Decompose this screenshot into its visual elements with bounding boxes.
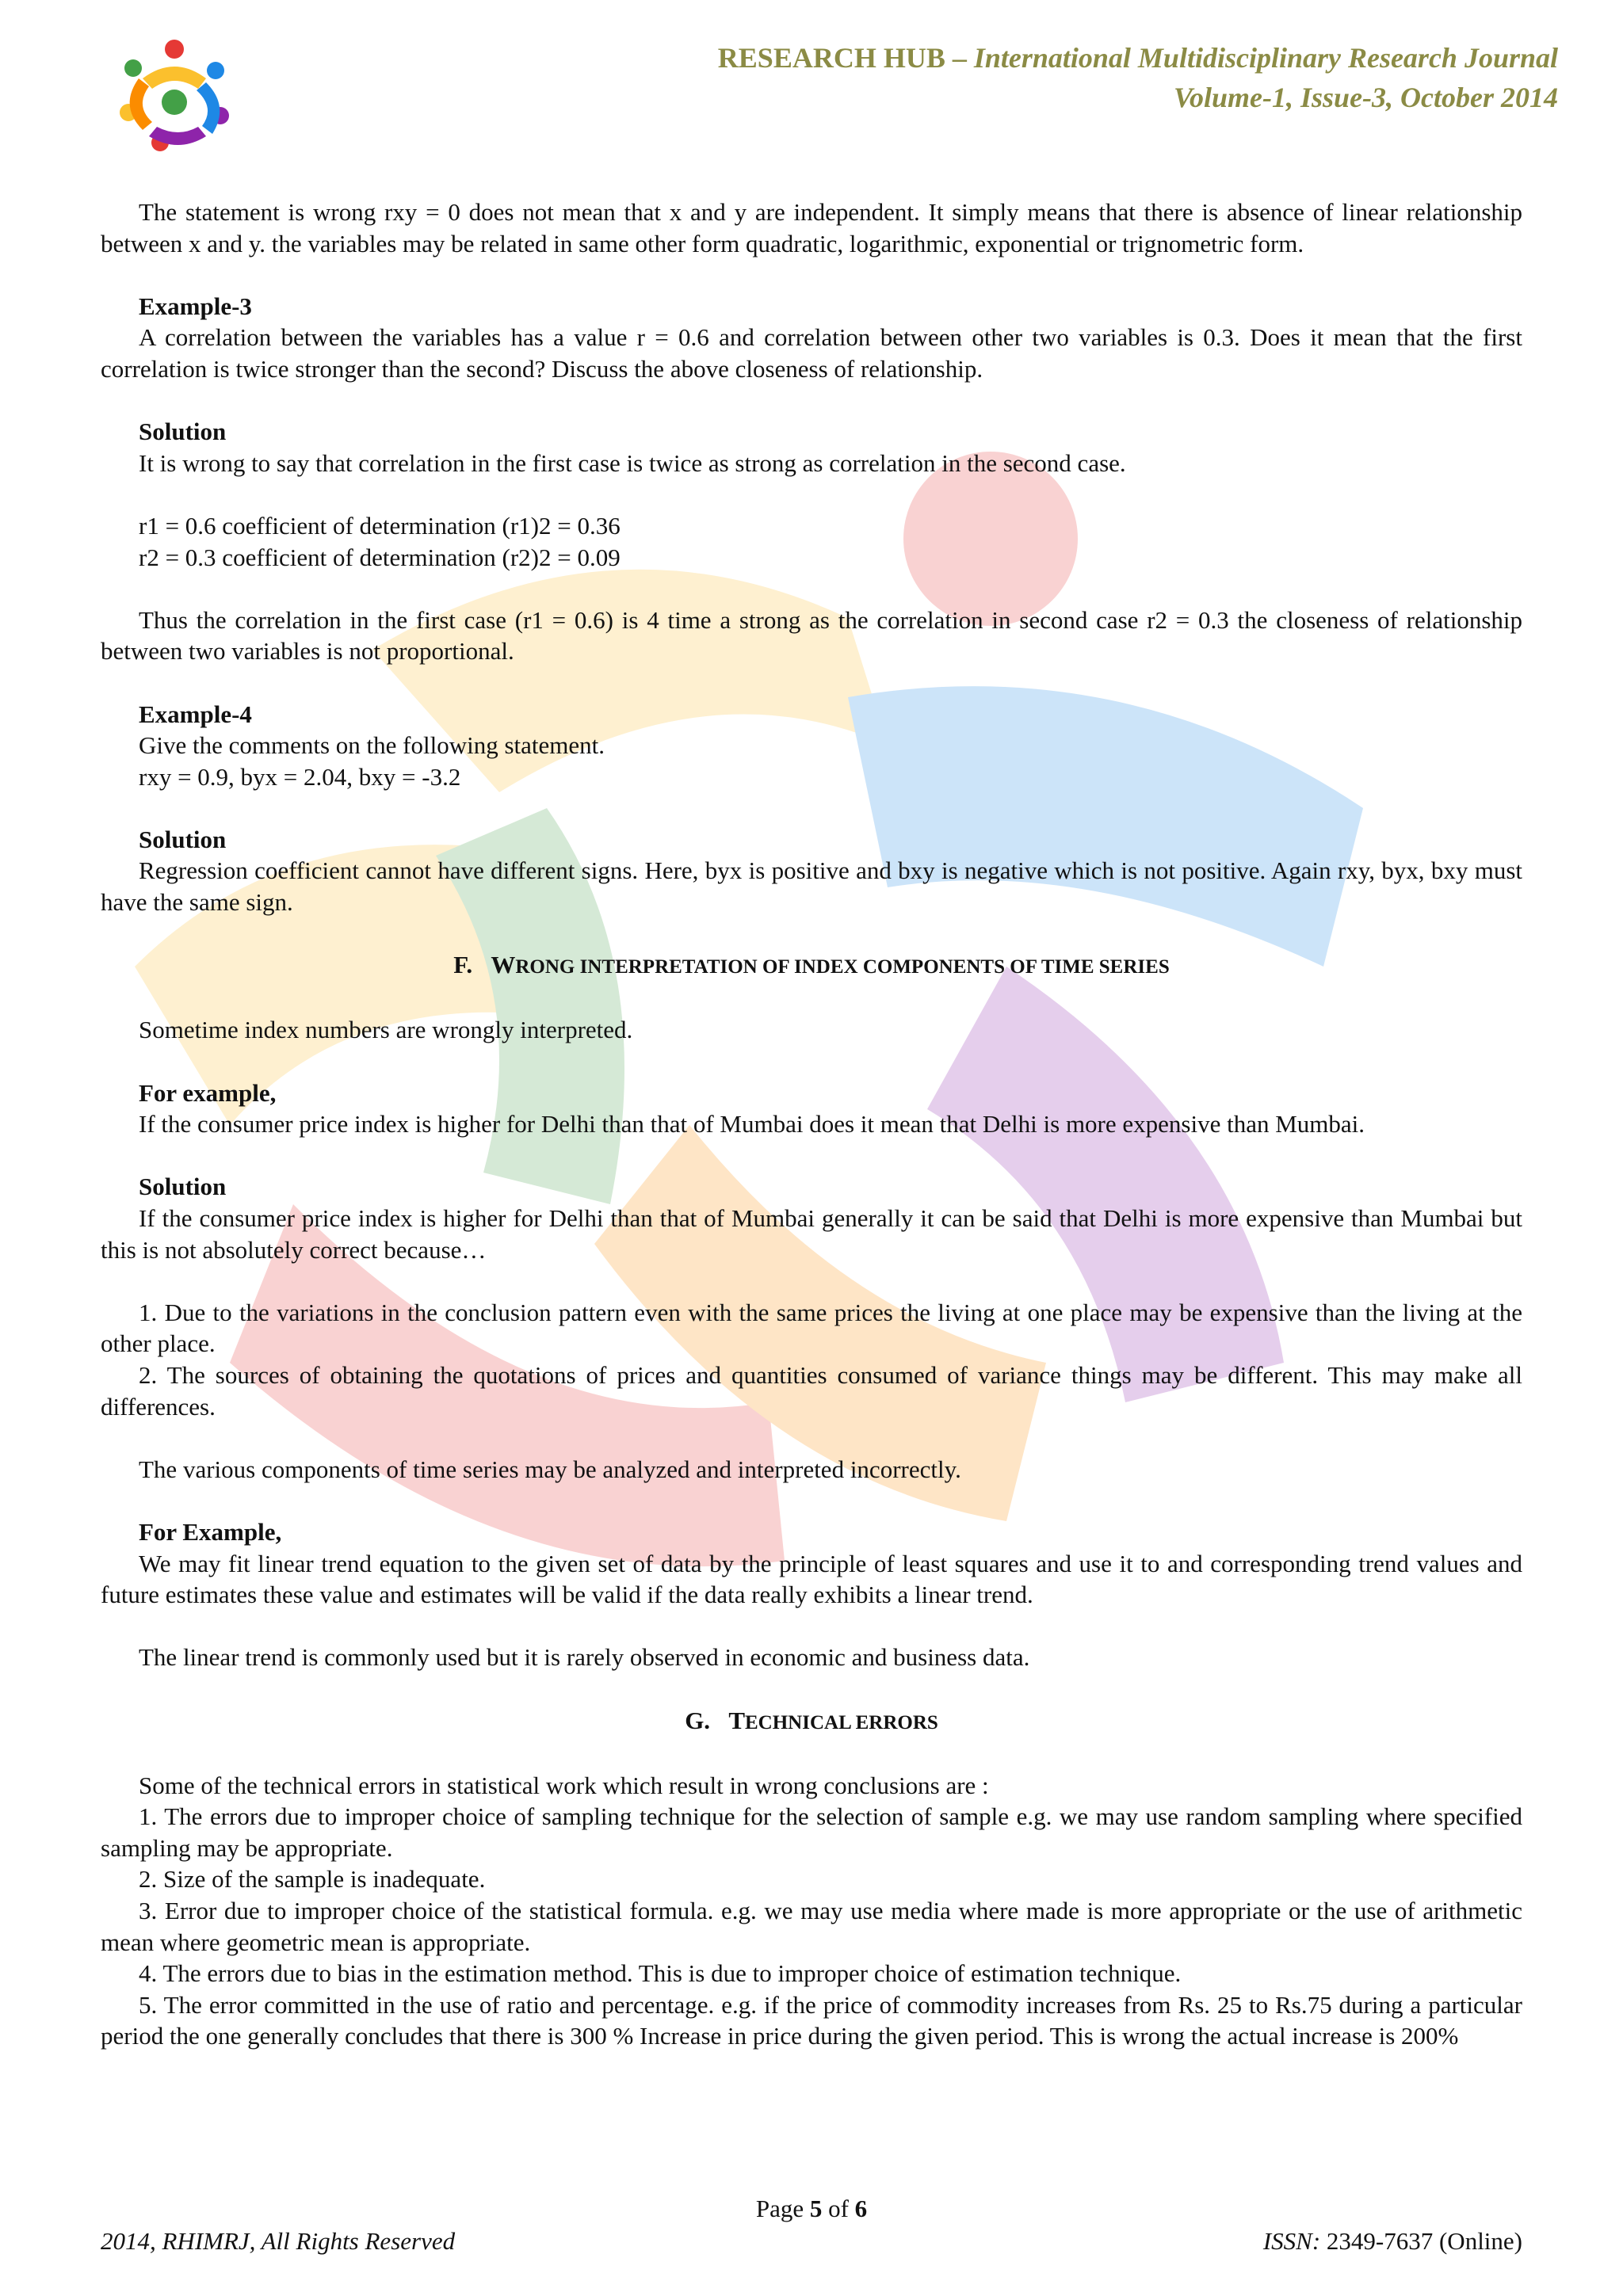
paragraph: A correlation between the variables has a value r = 0.6 and correlation between other two variables is 0.3. Does it mean that the first correlation is twice stronger than the second? Discuss the above closeness of relationship. xyxy=(101,323,1522,383)
formula-line: r1 = 0.6 coefficient of determination (r1)2 = 0.36 xyxy=(139,511,621,540)
paragraph: Some of the technical errors in statistical work which result in wrong conclusions are : xyxy=(139,1771,989,1799)
formula-line: rxy = 0.9, byx = 2.04, bxy = -3.2 xyxy=(139,762,461,791)
example-4-heading: Example-4 xyxy=(139,700,252,728)
solution-heading: Solution xyxy=(139,825,227,853)
list-item: 4. The errors due to bias in the estimation method. This is due to improper choice of estimation technique. xyxy=(139,1959,1182,1988)
paragraph: Thus the correlation in the first case (r1 = 0.6) is 4 time a strong as the correlation in second case r2 = 0.3 the closeness of relationship between two variables is not proportional. xyxy=(101,605,1522,666)
paragraph: The various components of time series may be analyzed and interpreted incorrectly. xyxy=(139,1455,961,1483)
example-3-heading: Example-3 xyxy=(139,292,252,320)
list-item: 1. The errors due to improper choice of sampling technique for the selection of sample e.g. we may use random sampling where specified sampling may be appropriate. xyxy=(101,1802,1522,1862)
journal-logo-icon xyxy=(111,35,238,154)
list-item: 2. The sources of obtaining the quotations of prices and quantities consumed of variance things may be different. This may make all differences. xyxy=(101,1360,1522,1421)
journal-title: RESEARCH HUB – International Multidisciplinary Research Journal xyxy=(717,42,1558,74)
volume-issue: Volume-1, Issue-3, October 2014 xyxy=(1174,82,1558,113)
solution-heading: Solution xyxy=(139,1173,227,1201)
paragraph: Regression coefficient cannot have different signs. Here, byx is positive and bxy is negative which is not positive. Again rxy, byx, bxy must have the same sign. xyxy=(101,856,1522,917)
solution-heading: Solution xyxy=(139,418,227,446)
article-body xyxy=(101,196,1522,2052)
list-item: 2. Size of the sample is inadequate. xyxy=(139,1865,486,1894)
list-item: 5. The error committed in the use of ratio and percentage. e.g. if the price of commodity increases from Rs. 25 to Rs.75 during a particular period the one generally concludes that there is 300 % Increase in price during the given period. This is wrong the actual increase is 200% xyxy=(101,1990,1522,2050)
paragraph: The statement is wrong rxy = 0 does not mean that x and y are independent. It simply means that there is absence of linear relationship between x and y. the variables may be related in same other form quadratic, logarithmic, exponential or trignometric form. xyxy=(101,198,1522,257)
paragraph: It is wrong to say that correlation in the first case is twice as strong as correlation in the second case. xyxy=(139,448,1126,477)
for-example-heading: For Example, xyxy=(139,1517,282,1546)
section-g-heading: G. TECHNICAL ERRORS xyxy=(685,1706,938,1734)
page-number: Page 5 of 6 xyxy=(755,2195,868,2222)
list-item: 1. Due to the variations in the conclusion pattern even with the same prices the living at one place may be expensive than the living at the other place. xyxy=(101,1298,1522,1358)
paragraph: If the consumer price index is higher for Delhi than that of Mumbai generally it can be said that Delhi is more expensive than Mumbai but this is not absolutely correct because… xyxy=(101,1204,1522,1264)
list-item: 3. Error due to improper choice of the statistical formula. e.g. we may use media where made is more appropriate or the use of arithmetic mean where geometric mean is appropriate. xyxy=(101,1897,1522,1956)
for-example-heading: For example, xyxy=(139,1078,277,1107)
formula-line: r2 = 0.3 coefficient of determination (r2)2 = 0.09 xyxy=(139,543,621,571)
paragraph: If the consumer price index is higher for Delhi than that of Mumbai does it mean that Delhi is more expensive than Mumbai. xyxy=(139,1110,1365,1138)
section-f-heading: F. WRONG INTERPRETATION OF INDEX COMPONENTS OF TIME SERIES xyxy=(453,951,1170,979)
copyright: 2014, RHIMRJ, All Rights Reserved xyxy=(101,2227,456,2255)
paragraph: We may fit linear trend equation to the given set of data by the principle of least squares and use it to and corresponding trend values and future estimates these value and estimates will be valid if the data really exhibits a linear trend. xyxy=(101,1549,1522,1609)
paragraph: Sometime index numbers are wrongly interpreted. xyxy=(139,1016,633,1044)
issn: ISSN: 2349-7637 (Online) xyxy=(1262,2227,1522,2255)
paragraph: Give the comments on the following statement. xyxy=(139,731,605,760)
paragraph: The linear trend is commonly used but it is rarely observed in economic and business data. xyxy=(139,1643,1030,1672)
